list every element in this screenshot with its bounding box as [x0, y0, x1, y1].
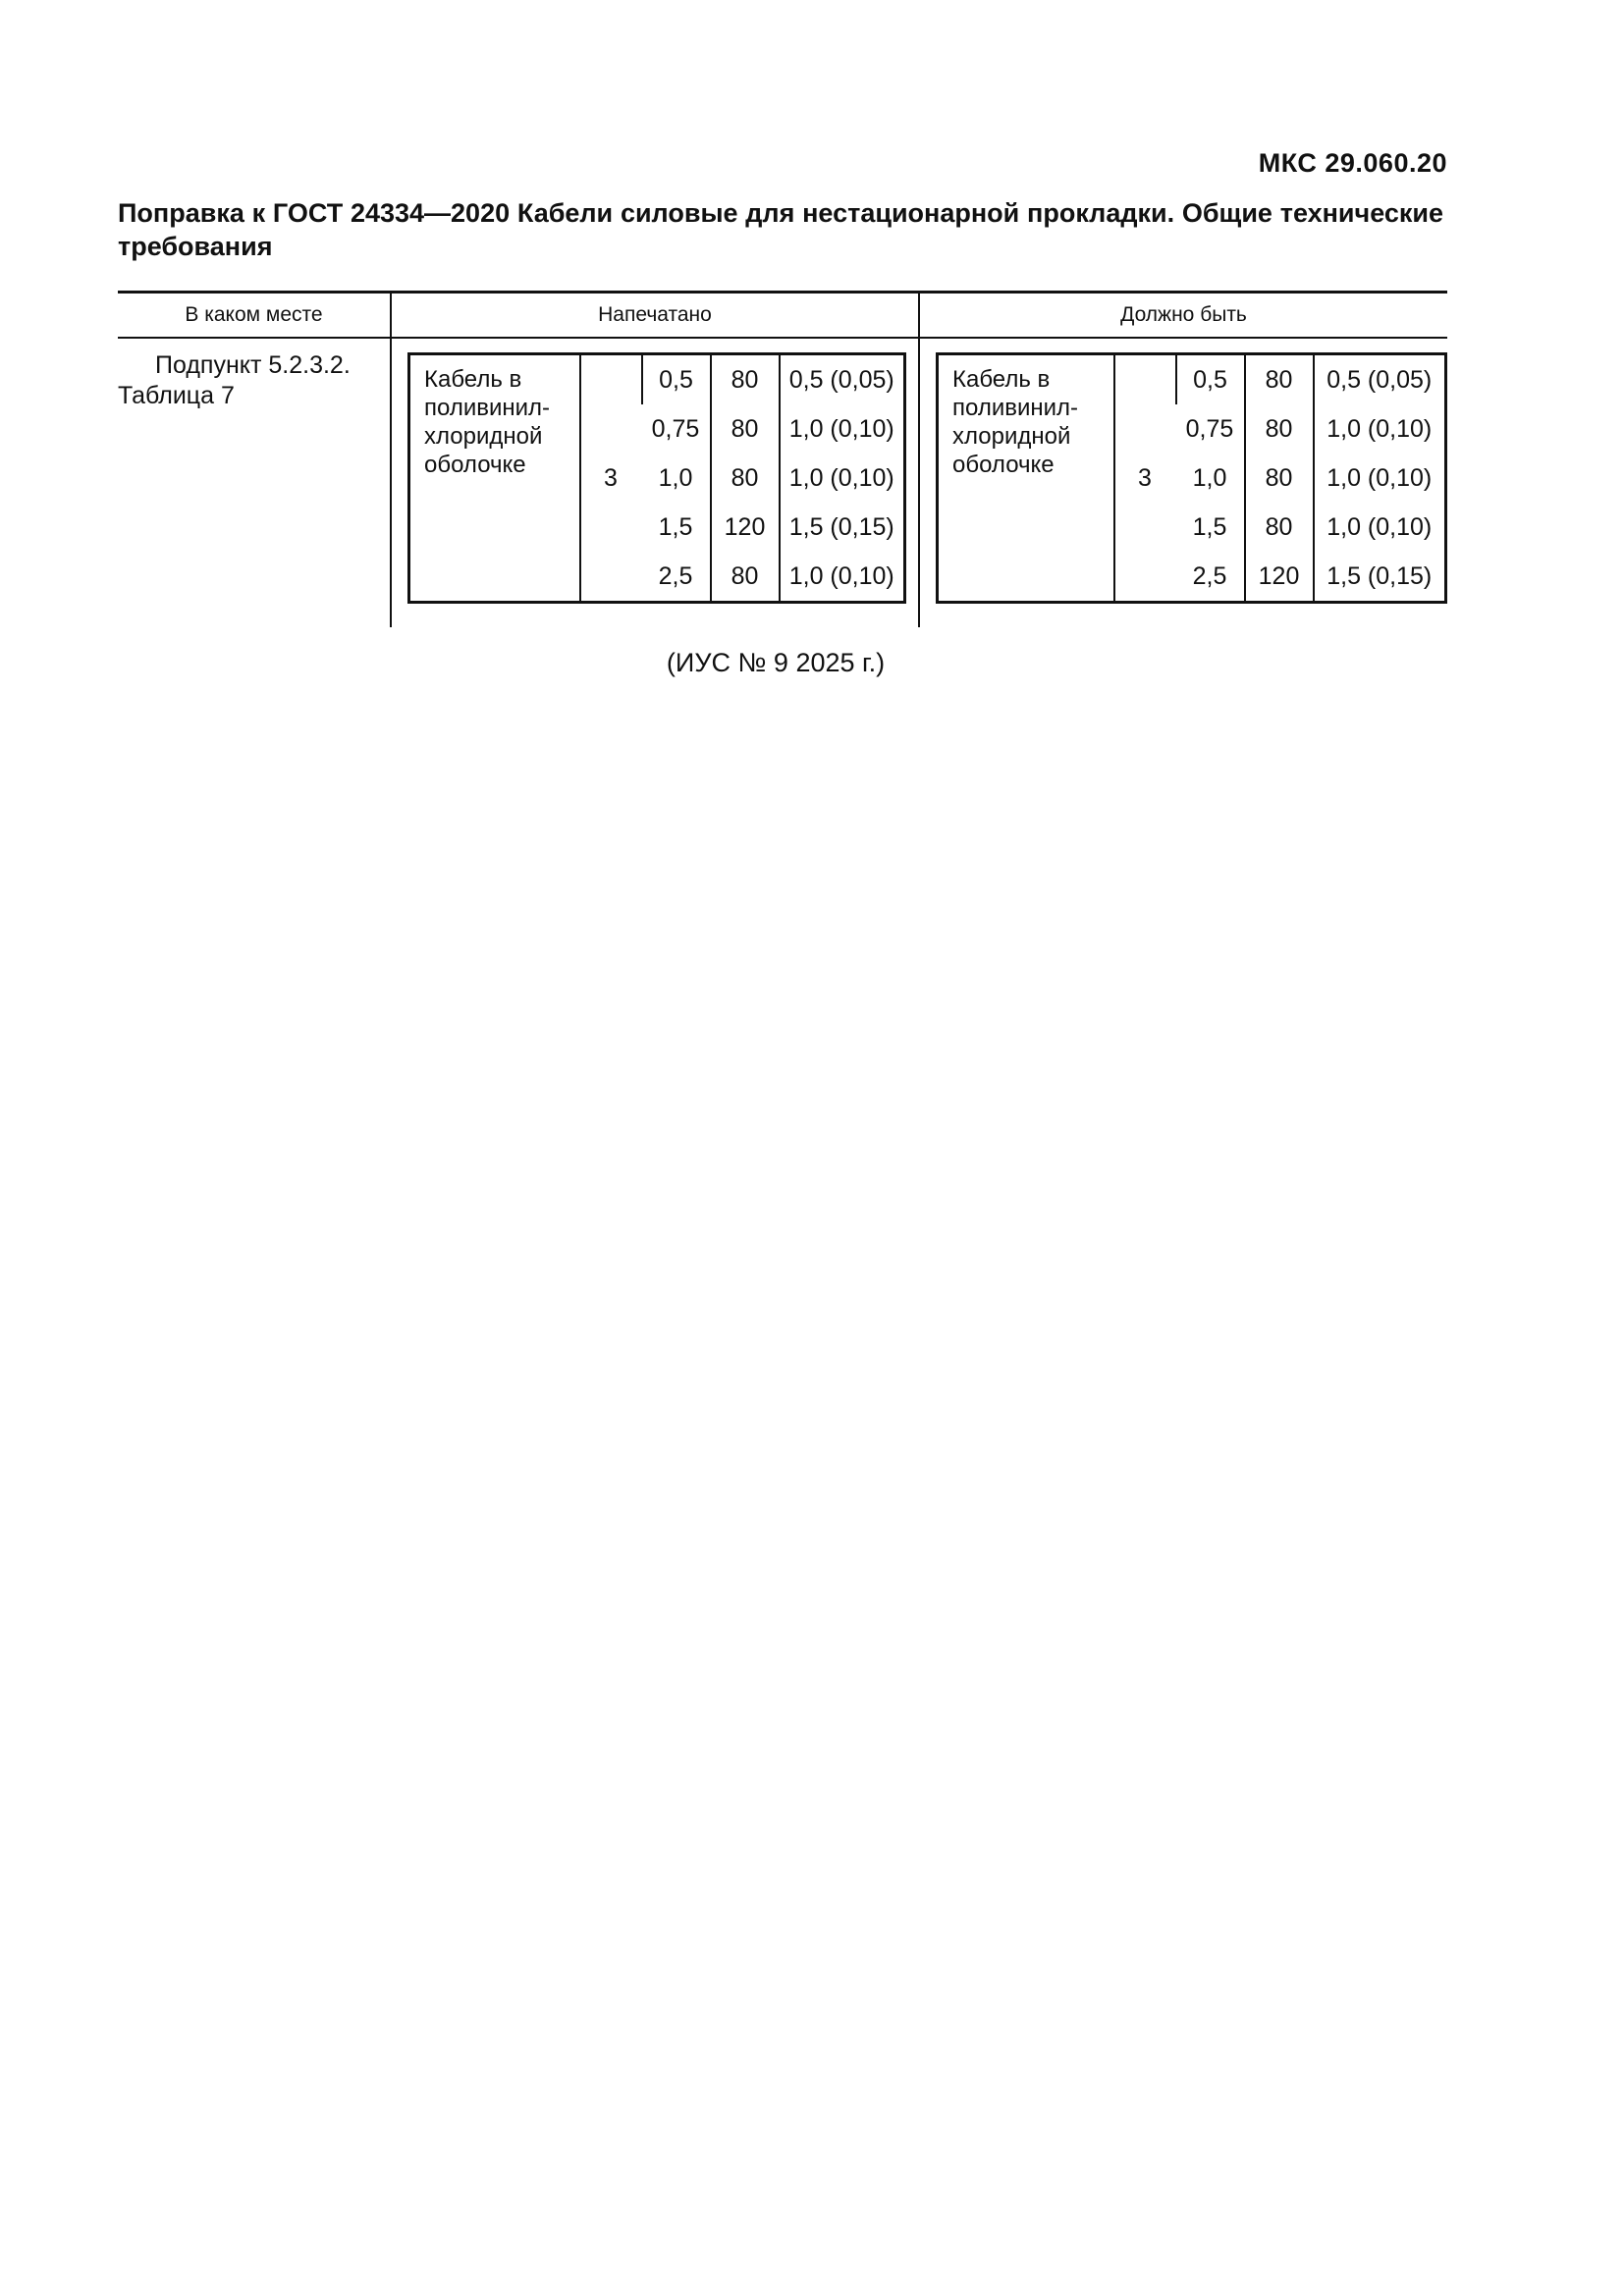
classification-code: МКС 29.060.20 — [1258, 148, 1447, 178]
cross-section-value: 2,5 — [658, 561, 693, 590]
resistance-value: 1,0 (0,10) — [780, 552, 905, 603]
source-reference: (ИУС № 9 2025 г.) — [666, 648, 886, 677]
resistance-value: 1,0 (0,10) — [1314, 503, 1446, 552]
location-subclause: Подпункт 5.2.3.2. — [155, 351, 351, 379]
length-value: 80 — [711, 404, 780, 454]
resistance-value: 1,0 (0,10) — [780, 454, 905, 503]
resistance-value: 1,5 (0,15) — [780, 503, 905, 552]
corrected-inner-table — [936, 352, 1447, 604]
length-value: 80 — [1245, 454, 1314, 503]
cross-section-value: 1,5 — [1192, 512, 1227, 541]
cross-section-value: 1,5 — [658, 512, 693, 541]
column-header-corrected: Должно быть — [919, 293, 1447, 339]
length-value: 80 — [1245, 503, 1314, 552]
table-row — [118, 338, 1447, 627]
length-value: 80 — [1245, 404, 1314, 454]
resistance-value: 1,5 (0,15) — [1314, 552, 1446, 603]
resistance-value: 1,0 (0,10) — [1314, 404, 1446, 454]
length-value: 80 — [1245, 354, 1314, 405]
column-header-location: В каком месте — [118, 293, 391, 339]
resistance-value: 0,5 (0,05) — [780, 354, 905, 405]
cross-section-value: 1,0 — [1192, 463, 1227, 492]
length-value: 80 — [711, 454, 780, 503]
resistance-value: 1,0 (0,10) — [780, 404, 905, 454]
length-value: 80 — [711, 552, 780, 603]
location-cell — [118, 338, 391, 627]
cable-description: Кабель в поливинил-хлоридной оболочке — [952, 366, 1079, 478]
printed-cell — [391, 338, 919, 627]
cable-description: Кабель в поливинил-хлоридной оболочке — [424, 366, 551, 478]
location-table-ref: Таблица 7 — [118, 382, 235, 409]
table-row — [938, 354, 1446, 405]
table-header-row — [118, 293, 1447, 339]
length-value: 120 — [1245, 552, 1314, 603]
cross-section-value: 0,75 — [651, 414, 700, 443]
length-value: 80 — [711, 354, 780, 405]
amendment-table — [118, 291, 1447, 627]
table-row — [409, 354, 905, 405]
length-value: 120 — [711, 503, 780, 552]
column-header-printed: Напечатано — [391, 293, 919, 339]
cross-section-value: 0,75 — [1185, 414, 1234, 443]
cores-count: 3 — [580, 354, 642, 603]
printed-inner-table — [407, 352, 906, 604]
amendment-title: Поправка к ГОСТ 24334—2020 Кабели силовые для нестационарной прокладки. Общие технические требования — [118, 198, 1443, 261]
resistance-value: 0,5 (0,05) — [1314, 354, 1446, 405]
cross-section-value: 0,5 — [642, 354, 711, 405]
corrected-cell — [919, 338, 1447, 627]
cross-section-value: 2,5 — [1192, 561, 1227, 590]
cross-section-value: 0,5 — [1176, 354, 1245, 405]
resistance-value: 1,0 (0,10) — [1314, 454, 1446, 503]
cores-count: 3 — [1114, 354, 1176, 603]
cross-section-value: 1,0 — [658, 463, 693, 492]
